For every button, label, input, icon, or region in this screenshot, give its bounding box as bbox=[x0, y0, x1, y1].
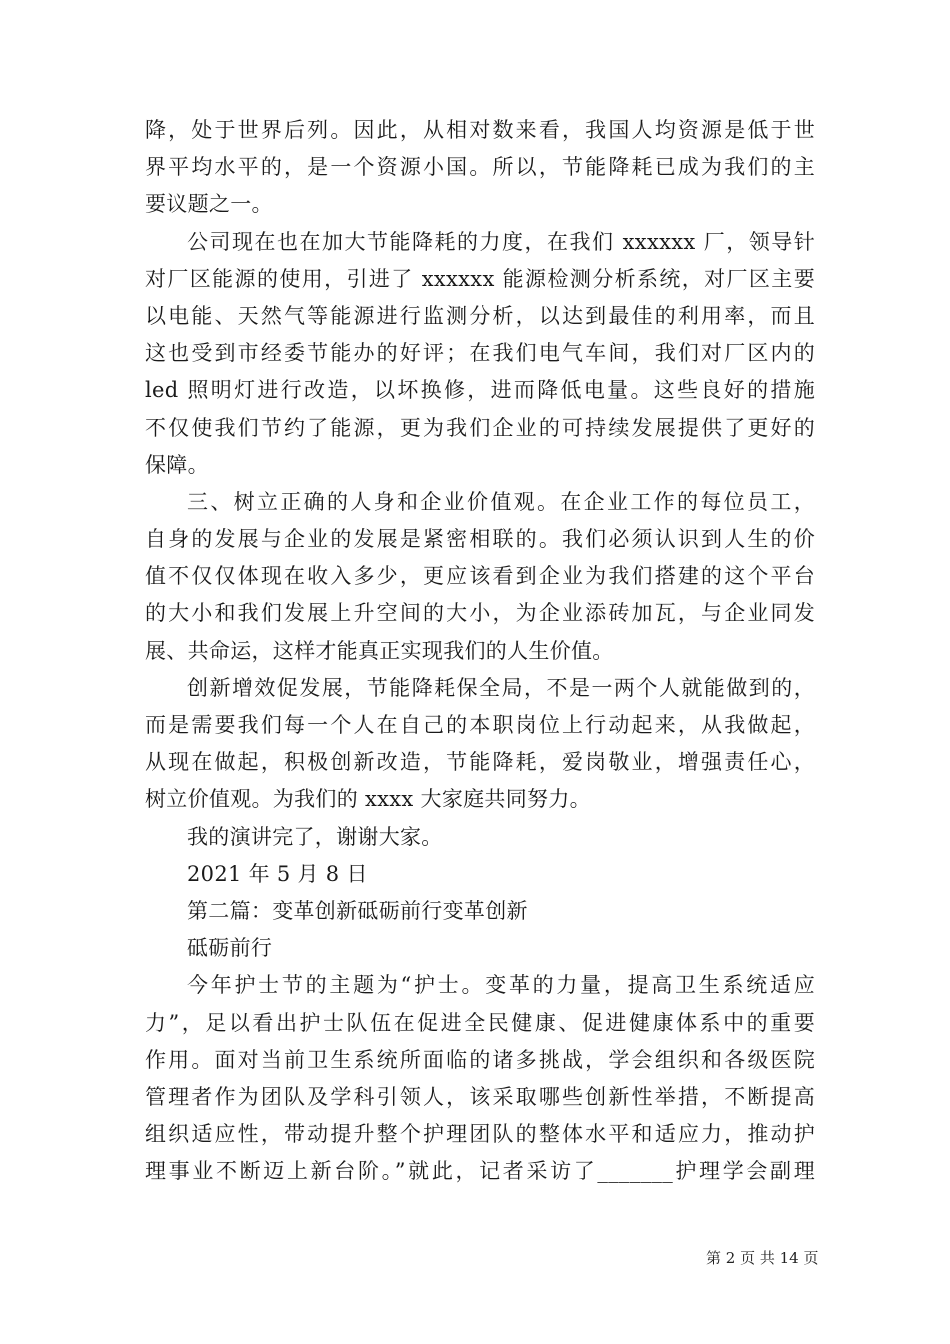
text-line: 树立价值观。为我们的 xxxx 大家庭共同努力。 bbox=[145, 787, 591, 812]
text-line: 展、共命运，这样才能真正实现我们的人生价值。 bbox=[145, 638, 614, 663]
text-line: 2021 年 5 月 8 日 bbox=[187, 861, 368, 886]
text-line: 砥砺前行 bbox=[187, 936, 273, 961]
text-line: 从现在做起，积极创新改造，节能降耗，爱岗敬业，增强责任心， bbox=[145, 750, 815, 775]
text-line: 理事业不断迈上新台阶。”就此，记者采访了_______护理学会副理 bbox=[145, 1159, 815, 1184]
text-line: 我的演讲完了，谢谢大家。 bbox=[187, 824, 443, 849]
text-line: 而是需要我们每一个人在自己的本职岗位上行动起来，从我做起， bbox=[145, 713, 815, 737]
paragraph bbox=[145, 819, 815, 856]
text-line: 不仅使我们节约了能源，更为我们企业的可持续发展提供了更好的 bbox=[145, 415, 815, 440]
paragraph bbox=[145, 484, 815, 670]
text-line: 以电能、天然气等能源进行监测分析，以达到最佳的利用率，而且 bbox=[145, 303, 815, 328]
document-body bbox=[145, 112, 815, 1190]
text-line: 保障。 bbox=[145, 452, 209, 477]
paragraph bbox=[145, 670, 815, 819]
text-line: 要议题之一。 bbox=[145, 192, 273, 217]
text-line: 组织适应性，带动提升整个护理团队的整体水平和适应力，推动护 bbox=[145, 1122, 815, 1147]
paragraph bbox=[145, 893, 815, 930]
paragraph bbox=[145, 967, 815, 1190]
text-line: 公司现在也在加大节能降耗的力度，在我们 xxxxxx 厂，领导针 bbox=[187, 229, 815, 254]
text-line: 管理者作为团队及学科引领人，该采取哪些创新性举措，不断提高 bbox=[145, 1084, 815, 1109]
text-line: 第二篇：变革创新砥砺前行变革创新 bbox=[187, 898, 528, 923]
text-line: 这也受到市经委节能办的好评；在我们电气车间，我们对厂区内的 bbox=[145, 341, 815, 366]
text-line: 的大小和我们发展上升空间的大小，为企业添砖加瓦，与企业同发 bbox=[145, 601, 815, 626]
text-line: 创新增效促发展，节能降耗保全局，不是一两个人就能做到的， bbox=[187, 675, 815, 700]
paragraph bbox=[145, 224, 815, 484]
text-line: 自身的发展与企业的发展是紧密相联的。我们必须认识到人生的价 bbox=[145, 527, 815, 552]
text-line: led 照明灯进行改造，以坏换修，进而降低电量。这些良好的措施 bbox=[145, 378, 815, 403]
text-line: 对厂区能源的使用，引进了 xxxxxx 能源检测分析系统，对厂区主要 bbox=[145, 266, 815, 291]
text-line: 今年护士节的主题为“护士。变革的力量，提高卫生系统适应 bbox=[187, 973, 815, 998]
text-line: 降，处于世界后列。因此，从相对数来看，我国人均资源是低于世 bbox=[145, 118, 815, 142]
text-line: 作用。面对当前卫生系统所面临的诸多挑战，学会组织和各级医院 bbox=[145, 1047, 815, 1072]
paragraph bbox=[145, 856, 815, 893]
text-line: 三、树立正确的人身和企业价值观。在企业工作的每位员工， bbox=[187, 489, 815, 514]
paragraph bbox=[145, 930, 815, 967]
text-line: 值不仅仅体现在收入多少，更应该看到企业为我们搭建的这个平台 bbox=[145, 564, 815, 589]
text-line: 界平均水平的，是一个资源小国。所以，节能降耗已成为我们的主 bbox=[145, 155, 815, 180]
paragraph bbox=[145, 112, 815, 224]
text-line: 力”，足以看出护士队伍在促进全民健康、促进健康体系中的重要 bbox=[145, 1010, 815, 1035]
page-number-footer: 第 2 页 共 14 页 bbox=[706, 1249, 819, 1267]
